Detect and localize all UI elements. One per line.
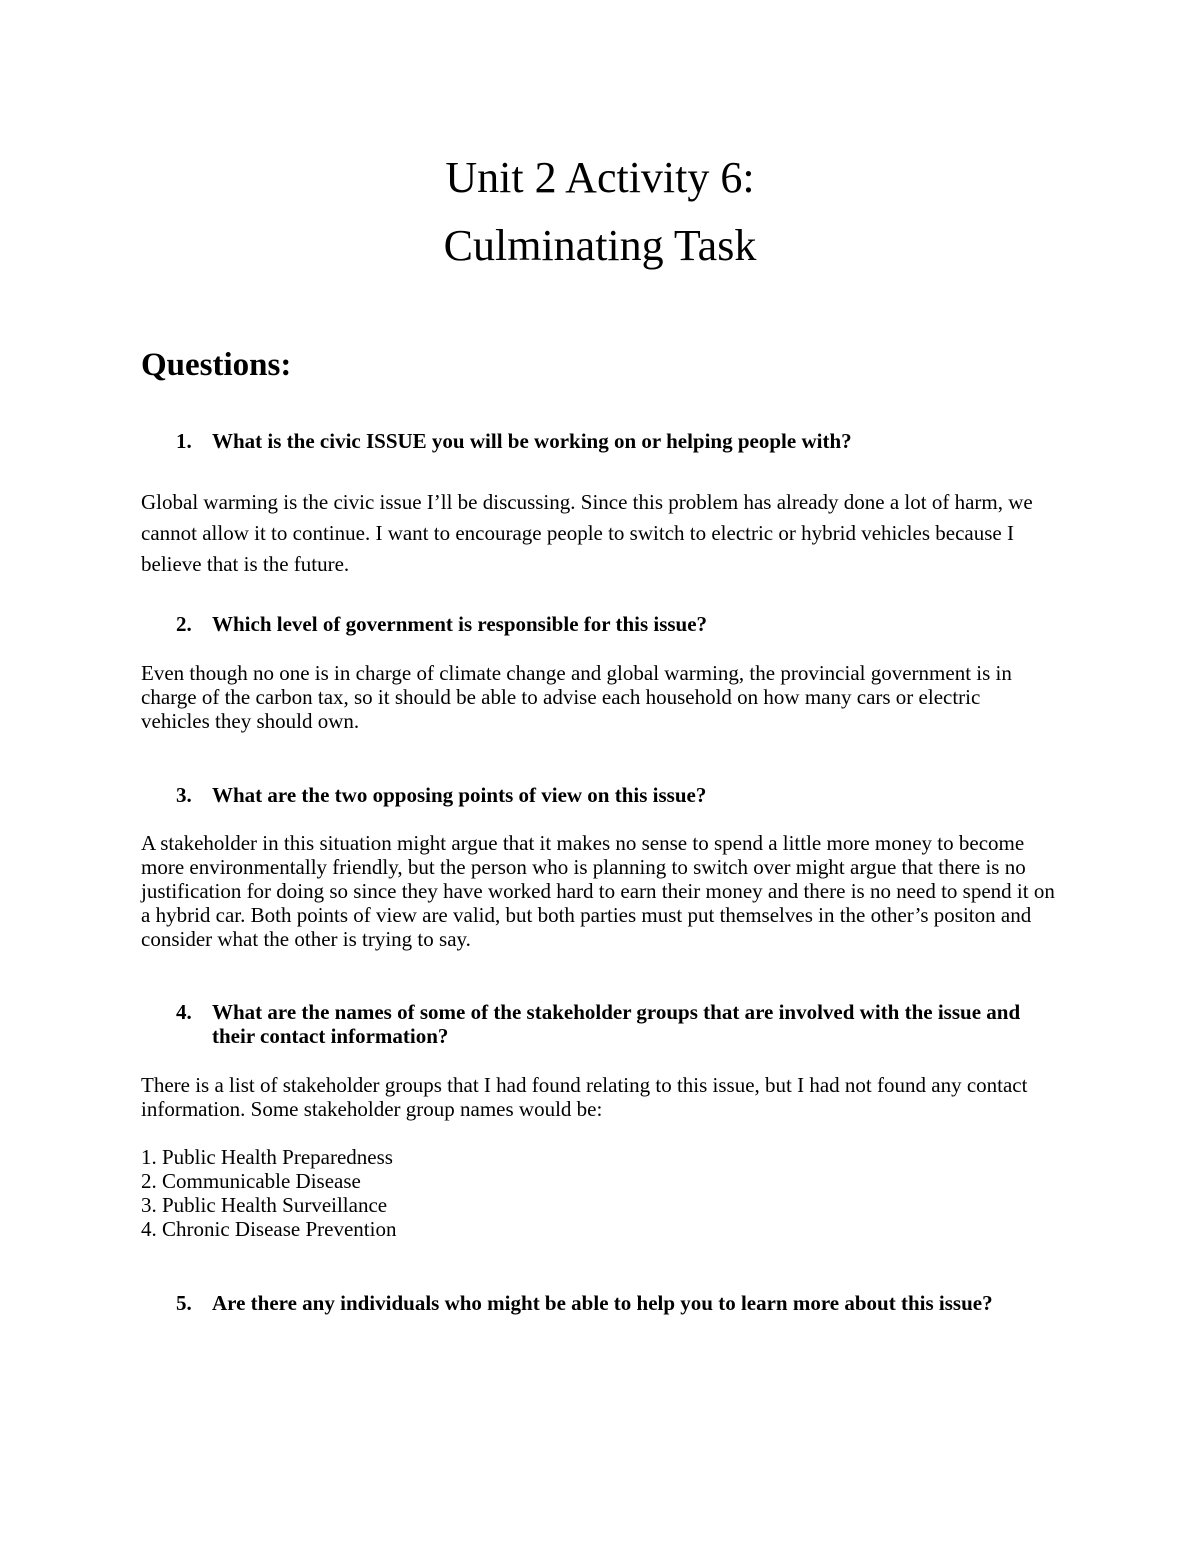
- stakeholder-list: [141, 1145, 396, 1241]
- question-text: What are the names of some of the stakeholder groups that are involved with the issue and their contact information?: [212, 1000, 1021, 1048]
- question-text: What are the two opposing points of view on this issue?: [212, 783, 707, 807]
- question-number: 4.: [176, 1000, 192, 1024]
- question-text: Are there any individuals who might be able to help you to learn more about this issue?: [212, 1291, 993, 1315]
- list-item: 1. Public Health Preparedness: [141, 1145, 393, 1169]
- question-number: 2.: [176, 612, 192, 636]
- document-title: [0, 144, 1200, 280]
- title-line-1: Unit 2 Activity 6:: [445, 153, 755, 202]
- list-item: 3. Public Health Surveillance: [141, 1193, 388, 1217]
- question-text: Which level of government is responsible for this issue?: [212, 612, 708, 636]
- section-heading: Questions:: [141, 347, 292, 383]
- question-5: [176, 1291, 1036, 1315]
- answer-4: There is a list of stakeholder groups that I had found relating to this issue, but I had not found any contact information. Some stakeholder group names would be:: [141, 1073, 1028, 1121]
- question-2: [176, 612, 1056, 636]
- list-item: 2. Communicable Disease: [141, 1169, 361, 1193]
- question-3: [176, 783, 1056, 807]
- answer-1: Global warming is the civic issue I’ll be discussing. Since this problem has already done a lot of harm, we cannot allow it to continue. I want to encourage people to switch to electric or hybrid vehicles because I believe that is the future.: [141, 490, 1033, 576]
- list-item: 4. Chronic Disease Prevention: [141, 1217, 397, 1241]
- title-line-2: Culminating Task: [443, 221, 757, 270]
- question-number: 5.: [176, 1291, 192, 1315]
- question-4: [176, 1000, 1036, 1048]
- question-number: 3.: [176, 783, 192, 807]
- answer-2: Even though no one is in charge of climate change and global warming, the provincial government is in charge of the carbon tax, so it should be able to advise each household on how many cars or electric vehicles they should own.: [141, 661, 1012, 733]
- question-text: What is the civic ISSUE you will be working on or helping people with?: [212, 429, 852, 453]
- question-number: 1.: [176, 429, 192, 453]
- answer-3: A stakeholder in this situation might argue that it makes no sense to spend a little more money to become more environmentally friendly, but the person who is planning to switch over might argue that there is no justification for doing so since they have worked hard to earn their money and there is no need to spend it on a hybrid car. Both points of view are valid, but both parties must put themselves in the other’s positon and consider what the other is trying to say.: [141, 831, 1055, 951]
- question-1: [176, 429, 1056, 453]
